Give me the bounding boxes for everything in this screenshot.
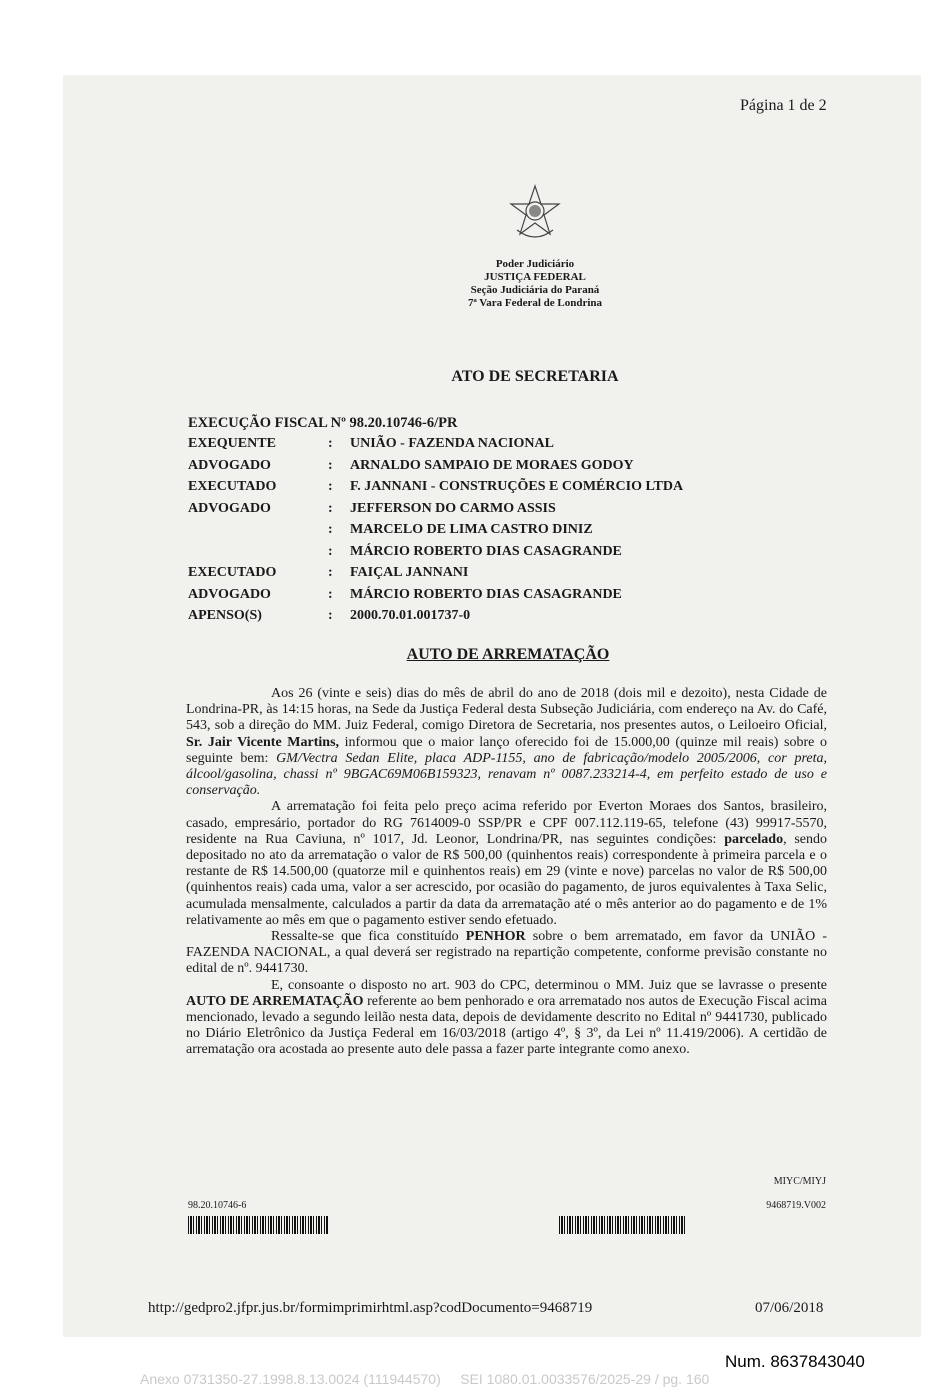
party-value: F. JANNANI - CONSTRUÇÕES E COMÉRCIO LTDA (350, 479, 684, 494)
vehicle-description: GM/Vectra Sedan Elite, placa ADP-1155, ano de fabricação/modelo 2005/2006, cor preta, álcool/gasolina, chassi nº 9BGAC69M06B159323, renavam nº 0087.233214-4, em perfeito estado de uso e conservação. (186, 750, 827, 799)
document-url: http://gedpro2.jfpr.jus.br/formimprimirhtml.asp?codDocumento=9468719 (148, 1300, 593, 1316)
text-run: sobre o bem arrematado, em favor da UNIÃO - FAZENDA NACIONAL, a qual deverá ser registrado na repartição competente, conforme previsão constante no edital de nº. 9441730. (186, 929, 827, 977)
barcode-left (188, 1216, 329, 1234)
party-value: 2000.70.01.001737-0 (350, 608, 471, 623)
party-row (188, 436, 683, 458)
payment-mode: parcelado (724, 831, 784, 847)
coat-of-arms-icon (509, 184, 561, 242)
party-row (188, 544, 683, 566)
initials: MIYC/MIYJ (773, 1176, 826, 1187)
document-body (186, 686, 827, 1059)
header-line: JUSTIÇA FEDERAL (484, 271, 586, 283)
text-run: Ressalte-se que fica constituído (271, 929, 466, 945)
party-row (188, 501, 683, 523)
paragraph (186, 929, 827, 978)
auctioneer-name: Sr. Jair Vicente Martins, (186, 734, 340, 750)
paragraph (186, 978, 827, 1059)
footer-ref-right: 9468719.V002 (766, 1200, 826, 1211)
text-run: informou que o maior lanço oferecido foi de 15.000,00 (quinze mil reais) sobre o seguinte bem: (186, 734, 827, 766)
party-label (188, 522, 328, 544)
party-value: MÁRCIO ROBERTO DIAS CASAGRANDE (350, 543, 622, 559)
party-sep: : (328, 479, 333, 494)
party-sep: : (328, 565, 333, 580)
party-sep: : (328, 543, 333, 559)
party-sep: : (328, 608, 333, 623)
auto-title: AUTO DE ARREMATAÇÃO (406, 646, 610, 663)
text-run: E, consoante o disposto no art. 903 do CPC, determinou o MM. Juiz que se lavrasse o presente (271, 977, 827, 993)
barcode-right (559, 1216, 685, 1234)
party-row (188, 587, 683, 609)
paragraph (186, 686, 827, 799)
party-value: MÁRCIO ROBERTO DIAS CASAGRANDE (350, 586, 622, 602)
party-label: APENSO(S) (188, 608, 262, 623)
party-value: MARCELO DE LIMA CASTRO DINIZ (350, 522, 593, 537)
document-num: Num. 8637843040 (725, 1352, 865, 1371)
party-value: FAIÇAL JANNANI (350, 565, 469, 580)
text-run: A arrematação foi feita pelo preço acima referido por Everton Moraes dos Santos, brasileiro, casado, empresário, portador do RG 7614009-0 SSP/PR e CPF 007.112.119-65, telefone (43) 99917-5570, residente na Rua Caviuna, nº 1017, Jd. Leonor, Londrina/PR, nas seguintes condições: (186, 799, 827, 847)
footer-ref-left: 98.20.10746-6 (188, 1200, 247, 1211)
party-sep: : (328, 500, 333, 516)
party-label: ADVOGADO (188, 457, 271, 473)
parties-table (188, 436, 683, 630)
annex-right: SEI 1080.01.0033576/2025-29 / pg. 160 (460, 1371, 710, 1387)
party-sep: : (328, 436, 333, 451)
party-label: ADVOGADO (188, 586, 271, 602)
text-run: referente ao bem penhorado e ora arrematado nos autos de Execução Fiscal acima mencionado, levado a segundo leilão nesta data, depois de devidamente descrito no Edital nº 9441730, publicado no Diário Eletrônico da Justiça Federal em 16/03/2018 (artigo 4º, § 3º, da Lei nº 11.419/2006). A certidão de arrematação ora acostada ao presente auto dele passa a fazer parte integrante como anexo. (186, 993, 827, 1058)
party-label: ADVOGADO (188, 500, 271, 516)
party-label: EXEQUENTE (188, 436, 276, 451)
header-line: 7ª Vara Federal de Londrina (467, 297, 603, 309)
party-sep: : (328, 586, 333, 602)
party-label: EXECUTADO (188, 565, 277, 580)
act-title: ATO DE SECRETARIA (451, 368, 619, 385)
annex-left: Anexo 0731350-27.1998.8.13.0024 (111944570) (140, 1371, 441, 1387)
annex-stamp (140, 1371, 709, 1387)
header-line: Poder Judiciário (495, 258, 575, 270)
party-row (188, 565, 683, 587)
text-run: , sendo depositado no ato da arrematação o valor de R$ 500,00 (quinhentos reais) correspondente à primeira parcela e o restante de R$ 14.500,00 (quatorze mil e quinhentos reais) em 29 (vinte e nove) parcelas no valor de R$ 500,00 (quinhentos reais) cada uma, valor a ser acrescido, por ocasião do pagamento, de juros equivalentes à Taxa Selic, acumulada mensalmente, calculados a partir da data da arrematação até o mês anterior ao do pagamento e de 1% relativamente ao mês em que o pagamento estiver sendo efetuado. (186, 831, 828, 928)
party-label (188, 544, 328, 566)
party-value: UNIÃO - FAZENDA NACIONAL (350, 436, 554, 451)
pledge-term: PENHOR (465, 929, 526, 945)
party-row (188, 608, 683, 630)
page-number: Página 1 de 2 (740, 97, 827, 114)
party-sep: : (328, 457, 333, 473)
auto-term: AUTO DE ARREMATAÇÃO (186, 993, 364, 1009)
party-row (188, 479, 683, 501)
paragraph (186, 799, 827, 929)
party-value: ARNALDO SAMPAIO DE MORAES GODOY (350, 457, 634, 473)
party-row (188, 458, 683, 480)
party-sep: : (328, 522, 333, 537)
process-number: EXECUÇÃO FISCAL Nº 98.20.10746-6/PR (188, 415, 458, 431)
header-line: Seção Judiciária do Paraná (470, 284, 600, 296)
party-row (188, 522, 683, 544)
party-label: EXECUTADO (188, 479, 277, 494)
text-run: Aos 26 (vinte e seis) dias do mês de abril do ano de 2018 (dois mil e dezoito), nesta Cidade de Londrina-PR, às 14:15 horas, na Sede da Justiça Federal desta Subseção Judiciária, com endereço na Av. do Café, 543, sob a direção do MM. Juiz Federal, comigo Diretora de Secretaria, nos presentes autos, o Leiloeiro Oficial, (186, 686, 827, 734)
print-date: 07/06/2018 (755, 1300, 824, 1316)
party-value: JEFFERSON DO CARMO ASSIS (350, 500, 556, 516)
court-header (380, 258, 690, 310)
